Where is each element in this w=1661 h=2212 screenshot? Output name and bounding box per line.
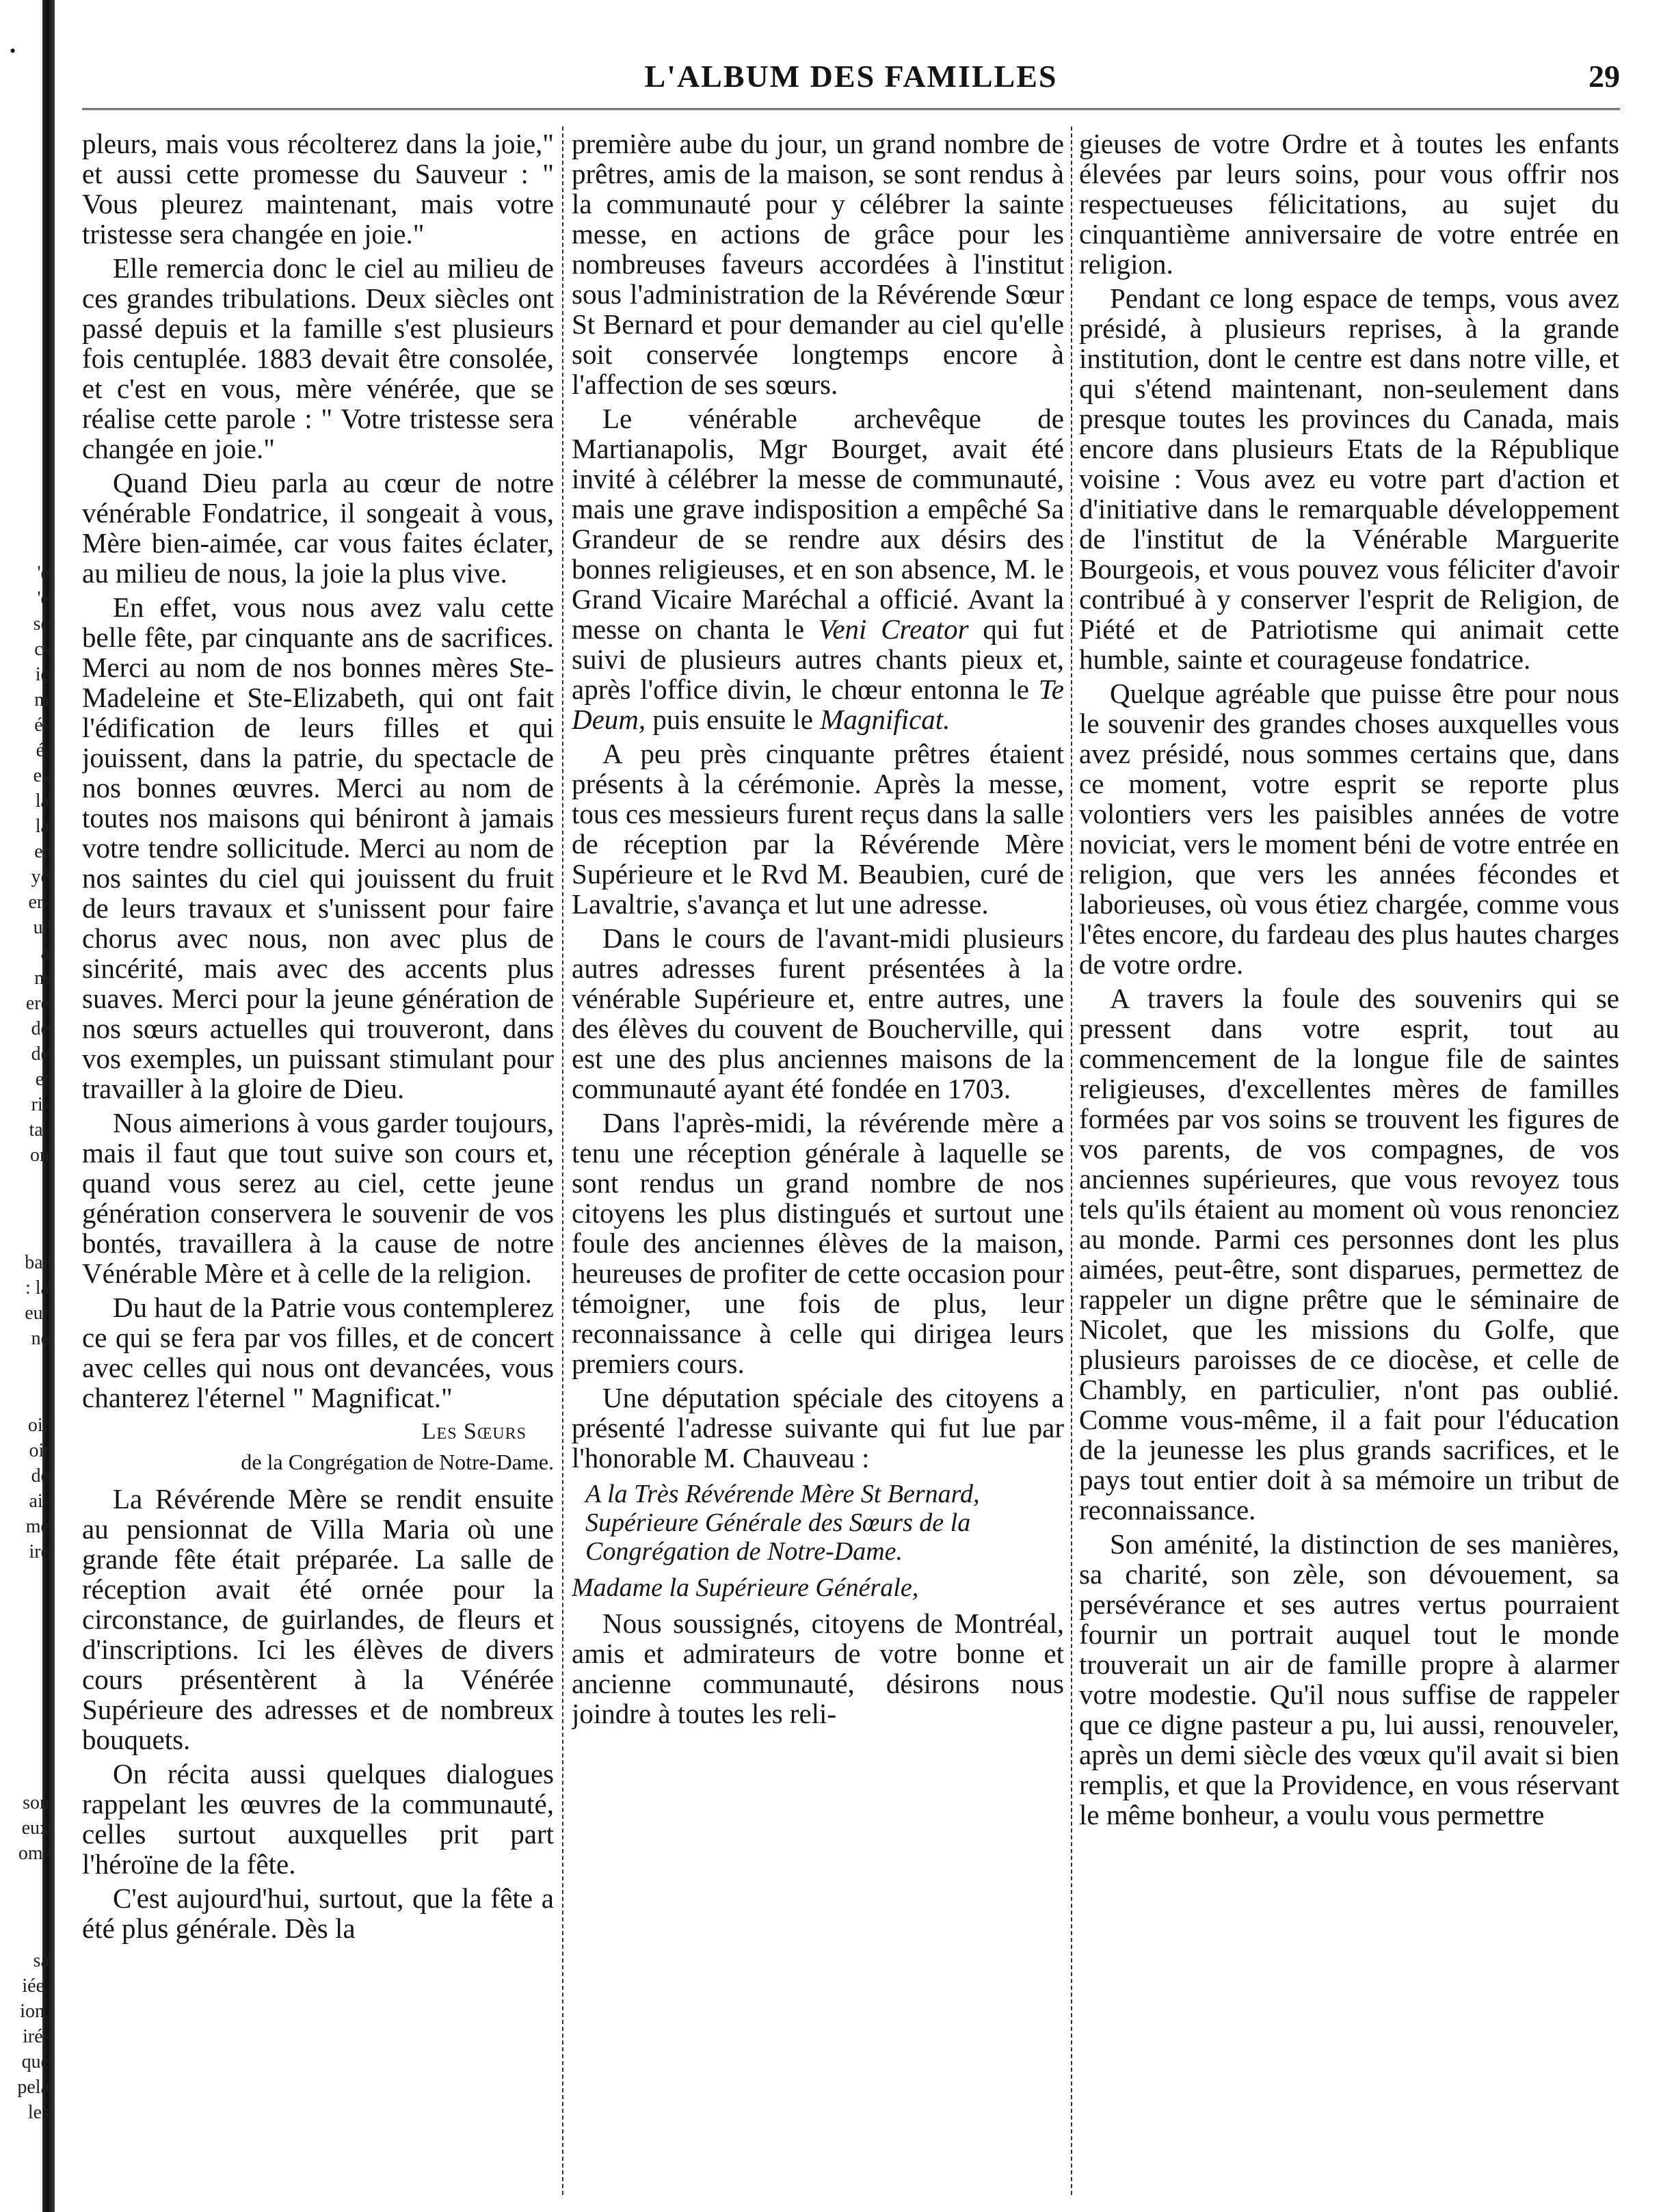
fragment-line: sa [33, 1951, 49, 1971]
fragment-line: m [34, 969, 49, 989]
paragraph: Une députation spéciale des citoyens a présenté l'adresse suivante qui fut lue par l'honorable M. Chauveau : [572, 1382, 1064, 1474]
paragraph: A travers la foule des souvenirs qui se pressent dans votre esprit, tout au commencement de la longue file de saintes religieuses, d'excellentes mères de familles formées par vos soins se trouvent les figures de vos parents, de vos compagnes, de vos anciennes supérieures, que vous revoyez tous tels qu'ils étaient au moment où vous renonciez au monde. Parmi ces personnes dont les plus aimées, peut-être, sont disparues, permettez de rappeler un digne prêtre que le séminaire de Nicolet, que les missions du Golfe, que plusieurs paroisses de ce diocèse, et celle de Chambly, en particulier, n'ont pas oublié. Comme vous-même, il a fait pour l'éducation de la jeunesse les plus grands sacrifices, et le pays tout entier doit à sa mémoire un tribut de reconnaissance. [1079, 983, 1619, 1525]
fragment-line: es [33, 767, 49, 786]
paragraph: Son aménité, la distinction de ses manières, sa charité, son zèle, son dévouement, sa persévérance et ses autres vertus pourraient fournir un portrait auquel tout le monde trouverait un air de famille propre à alarmer votre modestie. Qu'il nous suffise de rappeler que ce digne pasteur a pu, lui aussi, renouveler, après un demi siècle des vœux qu'il avait si bien remplis, et que la Providence, en vous réservant le même bonheur, a voulu vous permettre [1079, 1528, 1619, 1830]
paragraph: On récita aussi quelques dialogues rappelant les œuvres de la communauté, celles surtout auxquelles prit part l'héroïne de la fête. [82, 1758, 554, 1880]
address-recipient: A la Très Révérende Mère St Bernard, Supérieure Générale des Sœurs de la Congrégation de Notre-Dame. [585, 1480, 980, 1566]
fragment-line: oit [29, 1441, 49, 1461]
fragment-line: la [35, 817, 49, 837]
paragraph: C'est aujourd'hui, surtout, que la fête a été plus générale. Dès la [82, 1882, 554, 1944]
paragraph: Dans l'après-midi, la révérende mère a tenu une réception générale à laquelle se sont rendus un grand nombre de nos citoyens les plus distingués et surtout une foule des anciennes élèves de la maison, heureuses de profiter de cette occasion pour témoigner, une fois de plus, leur reconnaissance à celle qui dirigea leurs premiers cours. [572, 1107, 1064, 1379]
fragment-line: de [31, 1045, 49, 1065]
paragraph: Quelque agréable que puisse être pour nous le souvenir des grandes choses auxquelles vous avez présidé, nous sommes certains que, dans ce moment, votre esprit se reporte plus volontiers vers les paisibles années de votre noviciat, vers le moment béni de votre entrée en religion, que vers les années fécondes et laborieuses, où vous étiez chargée, comme vous l'êtes encore, du fardeau des plus hautes charges de votre ordre. [1079, 678, 1619, 980]
fragment-line: eur [25, 1304, 49, 1324]
fragment-line: a [40, 944, 49, 963]
salutation: Madame la Supérieure Générale, [572, 1573, 919, 1602]
text-run: puis ensuite le [646, 704, 821, 735]
fragment-line: er [34, 842, 49, 862]
paragraph: Elle remercia donc le ciel au milieu de ces grandes tribulations. Deux siècles ont passé depuis et la famille s'est plusieurs fois centuplée. 1883 devait être consolée, et c'est en vous, mère vénérée, que se réalise cette parole : " Votre tristesse sera changée en joie." [82, 252, 554, 464]
column-divider [1071, 126, 1072, 2195]
column-right [1079, 129, 1619, 2200]
paragraph: Du haut de la Patrie vous contemplerez ce qui se fera par vos filles, et de concert avec celles qui nous ont devancées, vous chanterez l'éternel " Magnificat." [82, 1292, 554, 1413]
paragraph: Pendant ce long espace de temps, vous avez présidé, à plusieurs reprises, à la grande institution, dont le centre est dans notre ville, et qui s'étend maintenant, non-seulement dans presque toutes les provinces du Canada, mais encore dans plusieurs Etats de la République voisine : Vous avez eu votre part d'action et d'initiative dans le remarquable développement de l'institut de la Vénérable Marguerite Bourgeois, et vous pouvez vous féliciter d'avoir contribué à y conserver l'esprit de Religion, de Piété et de Patriotisme qui animait cette humble, sainte et courageuse fondatrice. [1079, 282, 1619, 675]
fragment-line: que [21, 2053, 49, 2073]
fragment-line: la [35, 792, 49, 812]
signature-affiliation: de la Congrégation de Notre-Dame. [241, 1450, 554, 1474]
fragment-line: é- [34, 716, 49, 736]
paragraph [572, 403, 1064, 734]
fragment-line: ne [31, 1329, 49, 1349]
paragraph: Dans le cours de l'avant-midi plusieurs autres adresses furent présentées à la vénérable Supérieure et, entre autres, une des élèves du couvent de Boucherville, qui est une des plus anciennes maisons de la communauté ayant été fondée en 1703. [572, 922, 1064, 1104]
hymn-title: Magnificat. [820, 704, 951, 735]
fragment-line: iré- [23, 2027, 49, 2047]
fragment-line: bar [25, 1253, 49, 1273]
fragment-line: les [27, 2103, 49, 2123]
fragment-line: 'e [37, 589, 49, 609]
fragment-line: ri- [31, 1095, 49, 1115]
paragraph: pleurs, mais vous récolterez dans la joie," et aussi cette promesse du Sauveur : " Vous pleurez maintenant, mais votre tristesse sera changée en joie." [82, 129, 554, 250]
fragment-line: ire [29, 1543, 49, 1562]
paragraph: En effet, vous nous avez valu cette belle fête, par cinquante ans de sacrifices. Merci au nom de nos bonnes mères Ste-Madeleine et Ste-Elizabeth, qui ont fait l'édification de leurs filles et qui jouissent, dans la patrie, du spectacle de nos bonnes œuvres. Merci au nom de toutes nos maisons qui béniront à jamais votre tendre sollicitude. Merci au nom de nos saintes du ciel qui jouissent du fruit de leurs travaux et s'unissent pour faire chorus avec nous, non avec plus de sincérité, mais avec des accents plus suaves. Merci pour la jeune génération de nos sœurs actuelles qui trouveront, dans vos exemples, un puissant stimulant pour travailler à la gloire de Dieu. [82, 591, 554, 1104]
column-left [82, 129, 554, 2200]
hymn-title: Veni Creator [818, 613, 969, 645]
hymn-title: Te Deum, [572, 674, 1064, 735]
fragment-line: ur [33, 918, 49, 938]
fragment-line: er- [28, 893, 49, 913]
fragment-line: mé [25, 1517, 49, 1537]
fragment-line: son [23, 1794, 49, 1813]
paragraph: Nous soussignés, citoyens de Montréal, amis et admirateurs de votre bonne et ancienne communauté, désirons nous joindre à toutes les reli- [572, 1608, 1064, 1729]
paragraph: première aube du jour, un grand nombre de prêtres, amis de la maison, se sont rendus à la communauté pour y célébrer la sainte messe, en actions de grâce pour les nombreuses faveurs accordées à l'institut sous l'administration de la Révérende Sœur St Bernard et pour demander au ciel qu'elle soit conservée longtemps encore à l'affection de ses sœurs. [572, 129, 1064, 400]
column-divider [562, 126, 563, 2195]
fragment-line: iée. [22, 1977, 49, 1997]
fragment-line: de [31, 1020, 49, 1039]
fragment-line: et [35, 1070, 49, 1090]
margin-mark: • [10, 41, 16, 61]
page-header [82, 58, 1620, 106]
column-middle [572, 129, 1064, 2200]
text-run: Le vénérable archevêque de Martianapolis, Mgr Bourget, avait été invité à célébrer la messe de communauté, mais une grave indisposition a empêché Sa Grandeur de se rendre aux désirs des bonnes religieuses, et en son absence, M. le Grand Vicaire Maréchal a officié. Avant la messe on chanta le [572, 403, 1064, 645]
fragment-line: ai- [29, 1492, 49, 1512]
fragment-line: ion, [20, 2002, 49, 2022]
text-run: qui fut suivi de plusieurs autres chants pieux et, après l'office divin, le chœur entonna le [572, 613, 1064, 705]
fragment-line: de [31, 1467, 49, 1487]
running-title: L'ALBUM DES FAMILLES [644, 59, 1058, 94]
fragment-line: c- [34, 640, 49, 660]
paragraph: gieuses de votre Ordre et à toutes les enfants élevées par leurs soins, pour vous offrir nos respectueuses félicitations, au sujet du cinquantième anniversaire de votre entrée en religion. [1079, 129, 1619, 280]
fragment-line: oir [27, 1416, 49, 1436]
fragment-line: on [30, 1146, 49, 1166]
paragraph: La Révérende Mère se rendit ensuite au pensionnat de Villa Maria où une grande fête était préparée. La salle de réception avait été ornée pour la circonstance, de guirlandes, de fleurs et d'inscriptions. Ici les élèves de divers cours présentèrent à la Vénérée Supérieure des adresses et de nombreux bouquets. [82, 1483, 554, 1755]
fragment-line: yé [31, 868, 49, 888]
fragment-line: : la [25, 1279, 49, 1298]
fragment-line: ta- [29, 1121, 49, 1141]
paragraph: Nous aimerions à vous garder toujours, mais il faut que tout suive son cours et, quand vous serez au ciel, cette jeune génération conservera le souvenir de vos bontés, travaillera à la cause de notre Vénérable Mère et à celle de la religion. [82, 1107, 554, 1289]
fragment-line: se [33, 615, 49, 635]
adjacent-page-fragments [0, 564, 49, 2129]
paragraph: Quand Dieu parla au cœur de notre vénérable Fondatrice, il songeait à vous, Mère bien-aimée, car vous faites éclater, au milieu de nous, la joie la plus vive. [82, 467, 554, 589]
fragment-line: eux [21, 1819, 49, 1839]
fragment-line: 'e [37, 564, 49, 584]
header-rule [82, 108, 1620, 110]
signature-line: Les Sœurs [421, 1419, 527, 1444]
fragment-line: ere [25, 994, 49, 1014]
fragment-line: ie [35, 665, 49, 685]
paragraph: A peu près cinquante prêtres étaient présents à la cérémonie. Après la messe, tous ces messieurs furent reçus dans la salle de réception par la Révérende Mère Supérieure et le Rvd M. Beaubien, curé de Lavaltrie, s'avança et lut une adresse. [572, 738, 1064, 920]
fragment-line: om- [18, 1844, 49, 1864]
fragment-line: é. [36, 741, 49, 761]
fragment-line: m [34, 691, 49, 710]
page-number: 29 [1589, 59, 1620, 94]
fragment-line: pela [17, 2078, 49, 2098]
